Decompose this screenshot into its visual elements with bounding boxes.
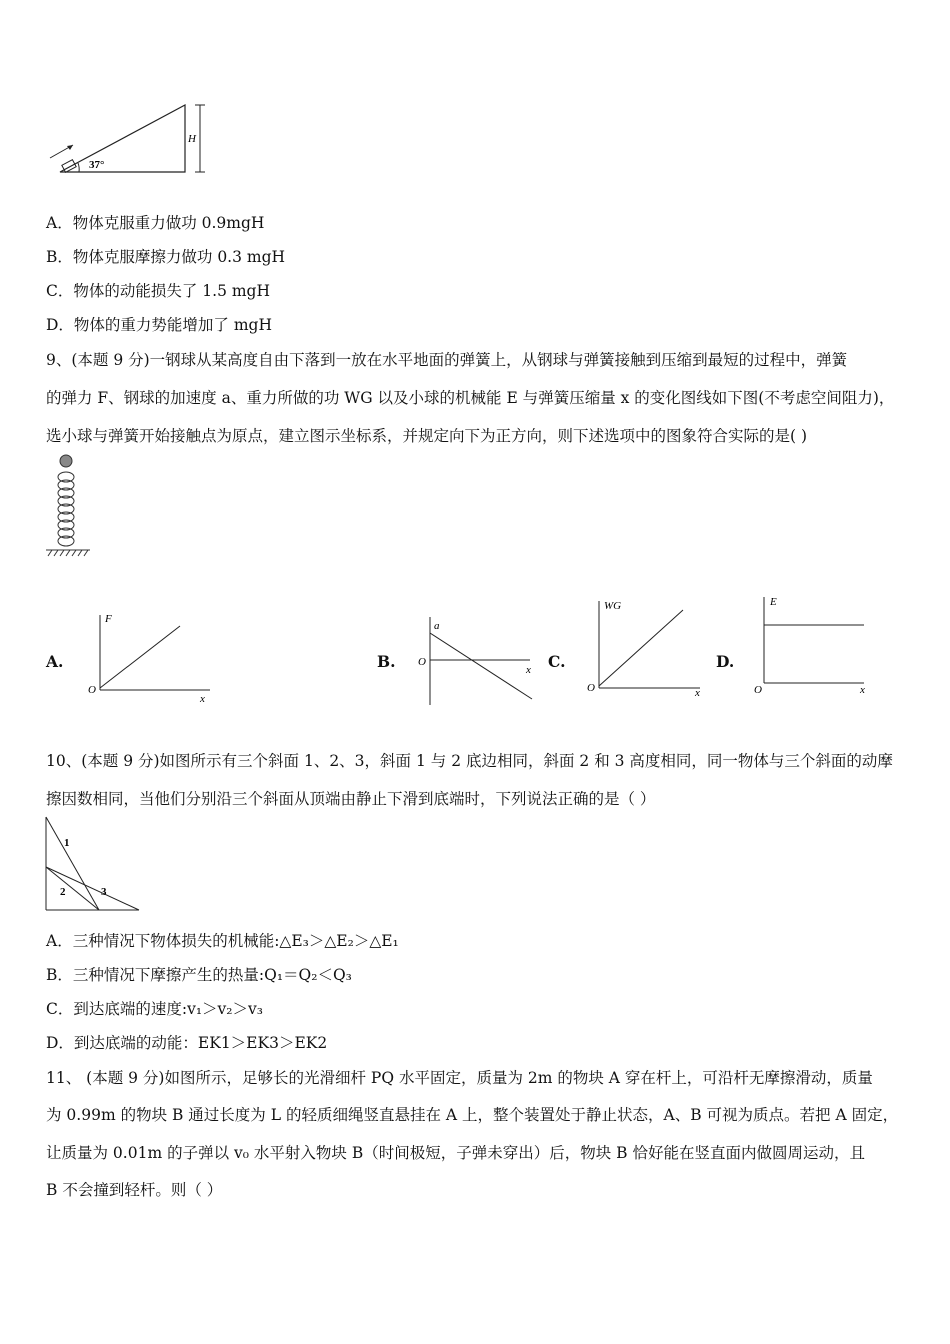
spring-ball-figure <box>44 452 94 562</box>
axis-label-y: WG <box>604 600 622 612</box>
three-inclines-figure <box>44 815 144 915</box>
q10-text-2: 擦因数相同，当他们分别沿三个斜面从顶端由静止下滑到底端时，下列说法正确的是（ ） <box>46 790 656 808</box>
q11-text-4: B 不会撞到轻杆。则（ ） <box>46 1181 223 1199</box>
q9-text-2: 的弹力 F、钢球的加速度 a、重力所做的功 WG 以及小球的机械能 E 与弹簧压缩量 x 的变化图线如下图(不考虑空间阻力)， <box>46 389 895 407</box>
incline-figure-37 <box>45 100 215 180</box>
axis-label-x: x <box>860 684 865 696</box>
q8-option-b[interactable]: B．物体克服摩擦力做功 0.3 mgH <box>46 248 286 266</box>
q8-option-a[interactable]: A．物体克服重力做功 0.9mgH <box>46 214 265 232</box>
axis-label-y: a <box>434 620 440 632</box>
origin-label: O <box>418 656 426 668</box>
axis-label-y: E <box>770 596 777 608</box>
origin-label: O <box>587 682 595 694</box>
axis-label-x: x <box>695 687 700 699</box>
axis-label-x: x <box>526 664 531 676</box>
q9-text-1: 9、(本题 9 分)一钢球从某高度自由下落到一放在水平地面的弹簧上，从钢球与弹簧接触到压缩到最短的过程中，弹簧 <box>46 351 848 369</box>
q10-option-d[interactable]: D．到达底端的动能：EK1＞EK3＞EK2 <box>46 1034 328 1052</box>
q9-option-d[interactable]: D. <box>716 652 735 671</box>
incline-label-3: 3 <box>101 886 107 898</box>
q11-text-3: 让质量为 0.01m 的子弹以 v₀ 水平射入物块 B（时间极短，子弹未穿出）后，物块 B 恰好能在竖直面内做圆周运动，且 <box>46 1144 865 1162</box>
q11-text-2: 为 0.99m 的物块 B 通过长度为 L 的轻质细绳竖直悬挂在 A 上，整个装置处于静止状态，A、B 可视为质点。若把 A 固定， <box>46 1106 899 1124</box>
q11-text-1: 11、 (本题 9 分)如图所示，足够长的光滑细杆 PQ 水平固定，质量为 2m 的物块 A 穿在杆上，可沿杆无摩擦滑动，质量 <box>46 1069 873 1087</box>
q10-option-c[interactable]: C．到达底端的速度:v₁＞v₂＞v₃ <box>46 1000 263 1018</box>
q10-text-1: 10、(本题 9 分)如图所示有三个斜面 1、2、3，斜面 1 与 2 底边相同，斜面 2 和 3 高度相同，同一物体与三个斜面的动摩 <box>46 752 893 770</box>
origin-label: O <box>88 684 96 696</box>
graph-a <box>85 610 215 705</box>
q10-option-b[interactable]: B．三种情况下摩擦产生的热量:Q₁＝Q₂＜Q₃ <box>46 966 352 984</box>
graph-d <box>752 595 882 695</box>
incline-label-1: 1 <box>64 837 70 849</box>
q9-option-a[interactable]: A. <box>46 652 64 671</box>
angle-label: 37° <box>89 159 105 171</box>
q9-text-3: 选小球与弹簧开始接触点为原点，建立图示坐标系，并规定向下为正方向，则下述选项中的图象符合实际的是( ) <box>46 427 808 445</box>
q8-option-d[interactable]: D．物体的重力势能增加了 mgH <box>46 316 272 334</box>
q8-option-c[interactable]: C．物体的动能损失了 1.5 mgH <box>46 282 271 300</box>
incline-label-2: 2 <box>60 886 66 898</box>
axis-label-x: x <box>200 693 205 705</box>
graph-b <box>412 615 542 710</box>
q9-option-b[interactable]: B. <box>377 652 396 671</box>
origin-label: O <box>754 684 762 696</box>
axis-label-y: F <box>105 613 112 625</box>
height-label: H <box>188 133 196 145</box>
graph-c <box>585 598 715 698</box>
q9-option-c[interactable]: C. <box>548 652 566 671</box>
q10-option-a[interactable]: A．三种情况下物体损失的机械能:△E₃＞△E₂＞△E₁ <box>46 932 399 950</box>
